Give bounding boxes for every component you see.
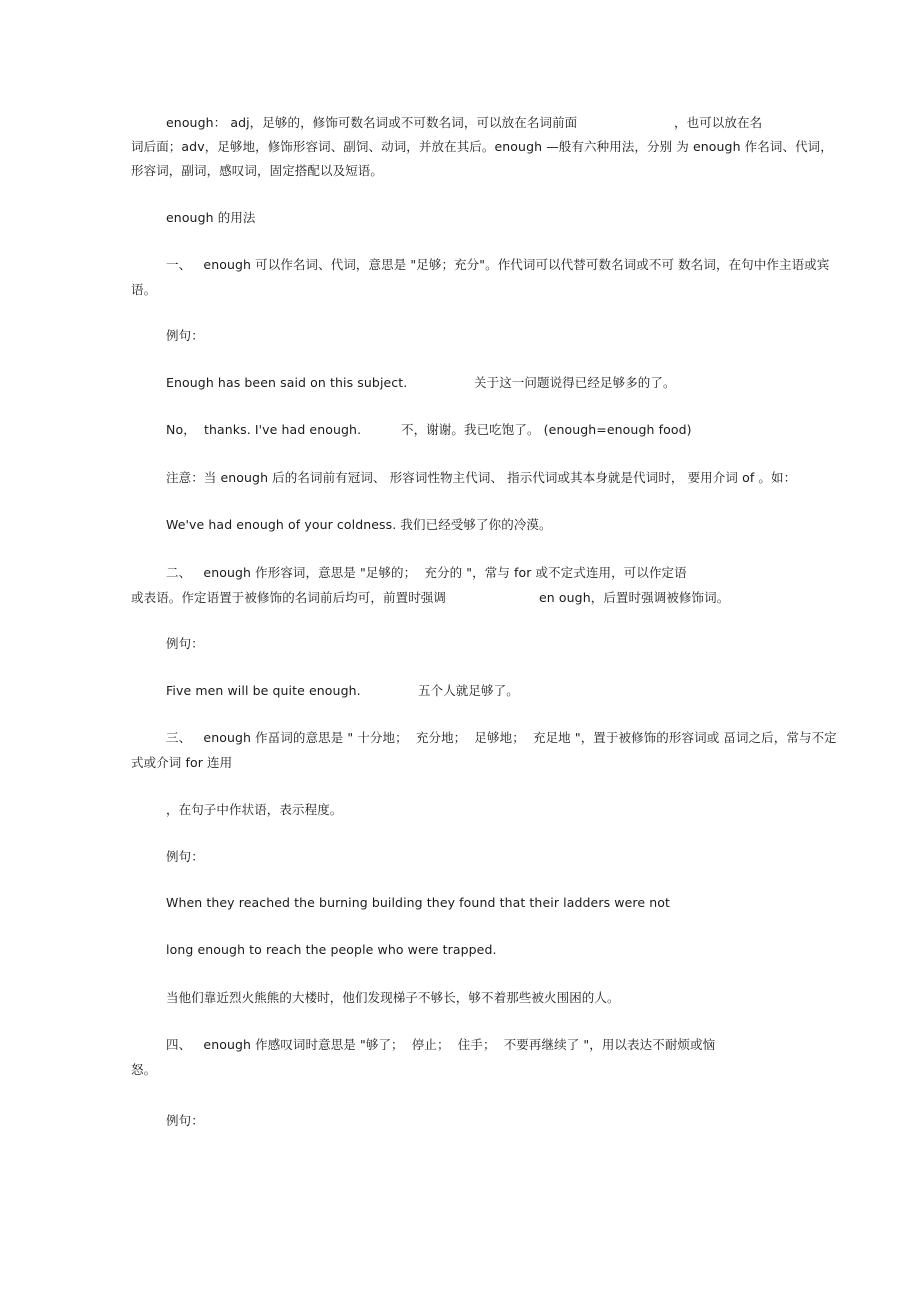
- section1-line-1: 一、 enough 可以作名词、代词，意思是 "足够；充分"。作代词可以代替可数名词或不可 数名词，在句中作主语或宾: [166, 257, 830, 272]
- intro-line-1b: ，也可以放在名: [674, 115, 763, 130]
- section4-line-2: 怒。: [131, 1062, 157, 1077]
- section4-example-label: 例句：: [166, 1113, 204, 1128]
- section1-example-1-zh: 关于这一问题说得已经足够多的了。: [474, 375, 676, 390]
- section2-example-1-zh: 五个人就足够了。: [418, 683, 519, 698]
- section3-example-1-en-a: When they reached the burning building they found that their ladders were not: [166, 895, 670, 910]
- section1-example-label: 例句：: [166, 328, 204, 343]
- section3-line-2: 式或介词 for 连用: [131, 755, 233, 770]
- section1-note: 注意：当 enough 后的名词前有冠词、 形容词性物主代词、 指示代词或其本身就是代词时， 要用介词 of 。如：: [166, 470, 797, 485]
- section2-line-2b: en ough，后置时强调被修饰词。: [539, 590, 730, 605]
- section3-line-1: 三、 enough 作畐词的意思是 " 十分地； 充分地； 足够地； 充足地 "，置于被修饰的形容词或 畐词之后，常与不定: [166, 730, 837, 745]
- intro-line-1a: enough： adj，足够的，修饰可数名词或不可数名词，可以放在名词前面: [166, 115, 578, 130]
- section1-example-2-en: No， thanks. I've had enough.: [166, 422, 362, 437]
- section3-example-1-zh: 当他们靠近烈火熊熊的大楼时，他们发现梯子不够长，够不着那些被火围困的人。: [166, 990, 620, 1005]
- intro-line-3: 形容词，副词，感叹词，固定搭配以及短语。: [131, 163, 384, 178]
- section1-example-1-en: Enough has been said on this subject.: [166, 375, 408, 390]
- section1-line-2: 语。: [131, 282, 157, 297]
- section2-line-2a: 或表语。作定语置于被修饰的名词前后均可，前置时强调: [131, 590, 447, 605]
- intro-line-2: 词后面；adv，足够地，修饰形容词、副饲、动词，并放在其后。enough —般有六种用法，分别 为 enough 作名词、代词，: [131, 139, 833, 154]
- usage-heading: enough 的用法: [166, 210, 256, 225]
- section2-example-1-en: Five men will be quite enough.: [166, 683, 361, 698]
- section1-example-2-zh: 不，谢谢。我已吃饱了。 (enough=enough food): [401, 422, 692, 437]
- section2-line-1: 二、 enough 作形容词，意思是 "足够的； 充分的 "，常与 for 或不定式连用，可以作定语: [166, 565, 687, 580]
- section3-example-label: 例句：: [166, 849, 204, 864]
- section1-note-example: We've had enough of your coldness. 我们已经受够了你的冷漠。: [166, 517, 552, 532]
- section3-line-3: ，在句子中作状语，表示程度。: [166, 802, 343, 817]
- section2-example-label: 例句：: [166, 636, 204, 651]
- section3-example-1-en-b: long enough to reach the people who were trapped.: [166, 942, 497, 957]
- section4-line-1: 四、 enough 作感叹词时意思是 "够了； 停止； 住手； 不要再继续了 "，用以表达不耐烦或恼: [166, 1037, 716, 1052]
